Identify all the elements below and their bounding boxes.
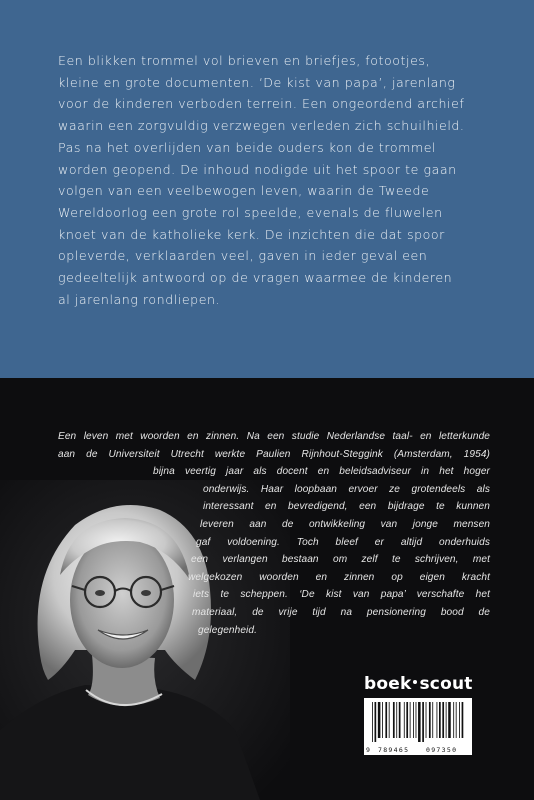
bio-line: gaf voldoening. Toch bleef er altijd onderhuids (196, 536, 490, 548)
barcode-lead-digit: 9 (366, 746, 370, 754)
barcode-bar (416, 702, 417, 738)
barcode-bar (439, 702, 441, 738)
barcode-bar (385, 702, 387, 738)
blurb-line: opleverde, verklaarden veel, gaven in ieder geval een (58, 248, 428, 264)
barcode-bar (456, 702, 457, 738)
blurb-line: knoet van de katholieke kerk. De inzichten die dat spoor (58, 226, 445, 242)
barcode-bar (429, 702, 431, 738)
blurb-panel (0, 0, 534, 378)
barcode-bar (382, 702, 383, 738)
barcode-bar (372, 702, 373, 742)
blurb-line: worden geopend. De inhoud nodigde uit het spoor te gaan (58, 161, 457, 177)
barcode-bar (448, 702, 451, 738)
barcode-bar (396, 702, 397, 738)
barcode-bar (459, 702, 460, 738)
barcode-bar (422, 702, 424, 742)
bio-line: iets te scheppen. ‘De kist van papa’ verschafte het (193, 589, 490, 601)
bio-line: aan de Universiteit Utrecht werkte Paulien Rijnhout-Steggink (Amsterdam, 1954) (58, 448, 490, 460)
blurb-line: Pas na het overlijden van beide ouders kon de trommel (58, 139, 437, 155)
logo-dot-icon (413, 680, 417, 684)
blurb-text (58, 50, 488, 310)
barcode-bar (462, 702, 464, 738)
blurb-line: volgen van een veelbewogen leven, waarin de Tweede (58, 183, 430, 199)
blurb-line: gedeeltelijk antwoord op de vragen waarmee de kinderen (58, 270, 453, 286)
author-bio (58, 428, 490, 639)
publisher-name-part2: scout (419, 674, 473, 694)
barcode-bar (418, 702, 421, 742)
barcode-bar (453, 702, 454, 738)
barcode-bar (378, 702, 381, 738)
blurb-line: kleine en grote documenten. ‘De kist van papa’, jarenlang (58, 74, 456, 90)
barcode-digits (364, 744, 472, 754)
blurb-line: Wereldoorlog een grote rol speelde, evenals de fluwelen (58, 204, 443, 220)
barcode-bar (432, 702, 433, 738)
isbn-barcode (364, 698, 472, 755)
barcode-left-digits: 789465 (378, 746, 410, 754)
barcode-bar (399, 702, 401, 738)
bio-line: interessant en bevredigend, een bijdrage te kunnen (203, 501, 490, 513)
barcode-bar (389, 702, 390, 738)
bio-line: welgekozen woorden en zinnen op eigen kracht (188, 571, 490, 583)
author-panel (0, 378, 534, 800)
publisher-name-part1: boek (364, 674, 412, 694)
bio-line: een verlangen bestaan om zelf te schrijven, met (191, 554, 490, 566)
blurb-line: al jarenlang rondliepen. (58, 291, 221, 307)
barcode-bar (413, 702, 414, 738)
bio-line: onderwijs. Haar loopbaan ervoer ze grotendeels als (203, 483, 490, 495)
barcode-bar (442, 702, 444, 738)
bio-line: Een leven met woorden en zinnen. Na een studie Nederlandse taal- en letterkunde (58, 431, 490, 442)
barcode-bar (375, 702, 377, 742)
bio-line: gelegenheid. (198, 624, 258, 636)
barcode-bar (406, 702, 408, 738)
barcode-bar (426, 702, 427, 738)
blurb-line: voor de kinderen verboden terrein. Een ongeordend archief (58, 96, 465, 112)
blurb-line: Een blikken trommel vol brieven en briefjes, fotootjes, (58, 53, 431, 68)
bio-line: materiaal, de vrije tijd na pensionering bood de (192, 606, 490, 618)
bio-line: leveren aan de ontwikkeling van jonge mensen (200, 518, 490, 530)
barcode-bar (437, 702, 438, 738)
barcode-right-digits: 097350 (426, 746, 458, 754)
barcode-bars (368, 702, 468, 742)
barcode-bar (393, 702, 395, 738)
barcode-bar (446, 702, 447, 738)
publisher-logo (364, 674, 474, 696)
bio-line: bijna veertig jaar als docent en beleidsadviseur in het hoger (153, 466, 490, 478)
blurb-line: waarin een zorgvuldig verzwegen verleden zich schuilhield. (58, 118, 465, 134)
barcode-bar (410, 702, 411, 738)
barcode-bar (404, 702, 405, 738)
